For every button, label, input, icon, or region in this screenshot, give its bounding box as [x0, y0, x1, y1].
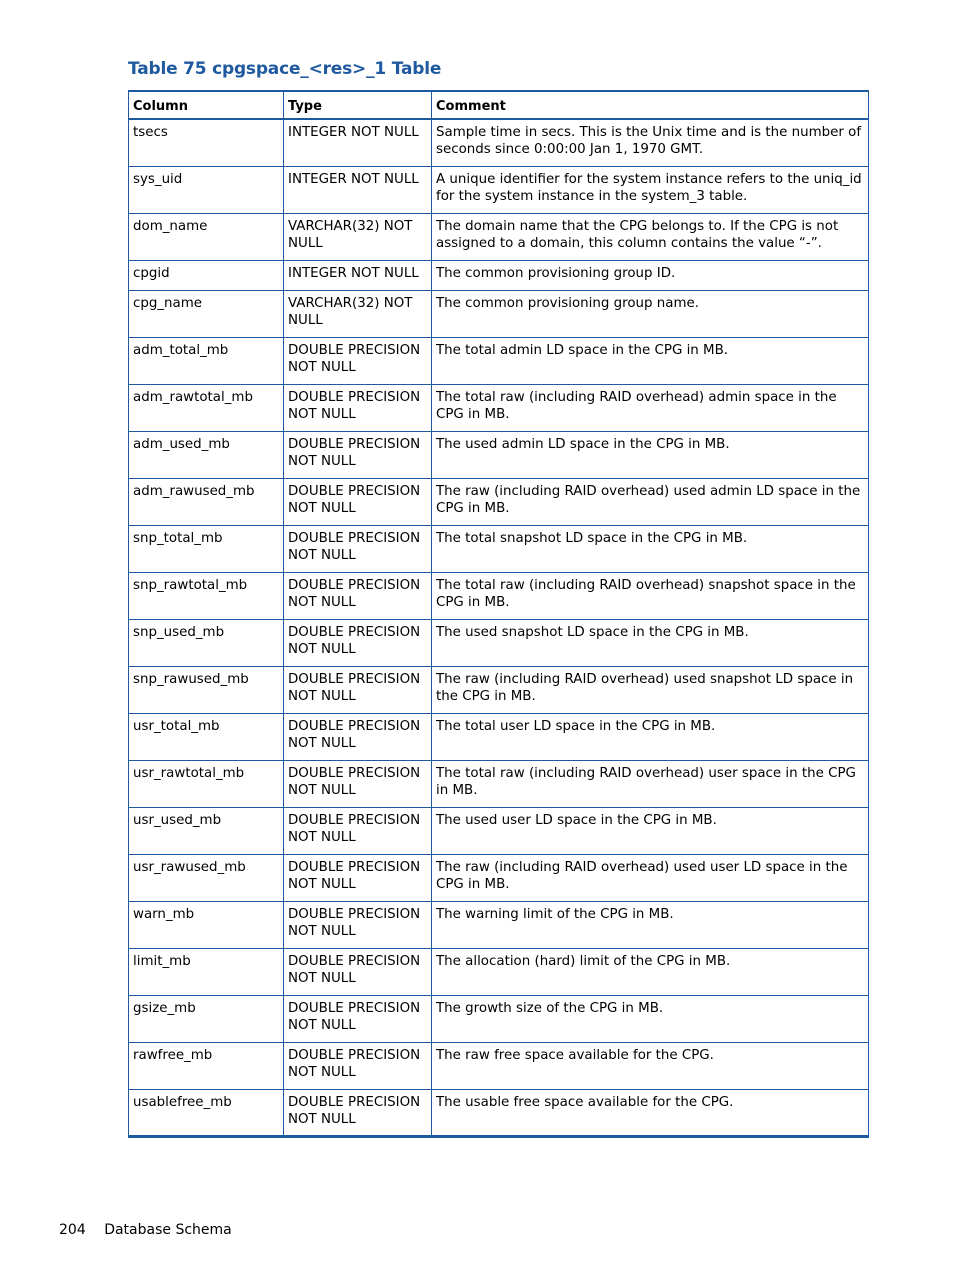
cell-column: adm_total_mb [129, 337, 284, 384]
table-row [129, 478, 869, 525]
cell-type: DOUBLE PRECISION NOT NULL [284, 525, 432, 572]
header-comment: Comment [432, 91, 869, 119]
cell-comment: The common provisioning group name. [432, 290, 869, 337]
cell-type: DOUBLE PRECISION NOT NULL [284, 337, 432, 384]
table-row [129, 713, 869, 760]
section-name: Database Schema [104, 1222, 232, 1238]
cell-column: snp_used_mb [129, 619, 284, 666]
cell-comment: The domain name that the CPG belongs to. If the CPG is not assigned to a domain, this column contains the value “-”. [432, 213, 869, 260]
cell-column: cpg_name [129, 290, 284, 337]
cell-comment: The total raw (including RAID overhead) user space in the CPG in MB. [432, 760, 869, 807]
cell-type: DOUBLE PRECISION NOT NULL [284, 619, 432, 666]
cell-comment: The raw (including RAID overhead) used snapshot LD space in the CPG in MB. [432, 666, 869, 713]
cell-type: VARCHAR(32) NOT NULL [284, 290, 432, 337]
table-row [129, 260, 869, 290]
cell-type: DOUBLE PRECISION NOT NULL [284, 384, 432, 431]
table-row [129, 901, 869, 948]
cell-type: INTEGER NOT NULL [284, 166, 432, 213]
cell-column: snp_rawtotal_mb [129, 572, 284, 619]
cell-comment: The common provisioning group ID. [432, 260, 869, 290]
cell-comment: The raw (including RAID overhead) used admin LD space in the CPG in MB. [432, 478, 869, 525]
cell-column: usr_used_mb [129, 807, 284, 854]
schema-table [128, 90, 869, 1138]
cell-column: adm_used_mb [129, 431, 284, 478]
cell-type: DOUBLE PRECISION NOT NULL [284, 760, 432, 807]
cell-comment: The used admin LD space in the CPG in MB. [432, 431, 869, 478]
table-row [129, 1042, 869, 1089]
cell-type: INTEGER NOT NULL [284, 119, 432, 166]
page-footer [59, 1222, 232, 1238]
page-number: 204 [59, 1222, 86, 1238]
cell-column: usablefree_mb [129, 1089, 284, 1136]
table-row [129, 666, 869, 713]
cell-column: dom_name [129, 213, 284, 260]
table-row [129, 572, 869, 619]
cell-column: usr_total_mb [129, 713, 284, 760]
cell-comment: The total snapshot LD space in the CPG in MB. [432, 525, 869, 572]
table-header-row [129, 91, 869, 119]
table-row [129, 760, 869, 807]
cell-comment: The used snapshot LD space in the CPG in MB. [432, 619, 869, 666]
table-row [129, 948, 869, 995]
cell-column: sys_uid [129, 166, 284, 213]
cell-column: usr_rawtotal_mb [129, 760, 284, 807]
cell-column: tsecs [129, 119, 284, 166]
cell-column: snp_total_mb [129, 525, 284, 572]
cell-comment: The used user LD space in the CPG in MB. [432, 807, 869, 854]
cell-type: DOUBLE PRECISION NOT NULL [284, 431, 432, 478]
table-row [129, 213, 869, 260]
cell-column: adm_rawtotal_mb [129, 384, 284, 431]
header-column: Column [129, 91, 284, 119]
cell-comment: The total admin LD space in the CPG in MB. [432, 337, 869, 384]
cell-type: VARCHAR(32) NOT NULL [284, 213, 432, 260]
cell-column: warn_mb [129, 901, 284, 948]
cell-type: DOUBLE PRECISION NOT NULL [284, 807, 432, 854]
cell-type: DOUBLE PRECISION NOT NULL [284, 666, 432, 713]
cell-comment: The total raw (including RAID overhead) admin space in the CPG in MB. [432, 384, 869, 431]
table-row [129, 166, 869, 213]
cell-type: DOUBLE PRECISION NOT NULL [284, 572, 432, 619]
cell-type: DOUBLE PRECISION NOT NULL [284, 901, 432, 948]
table-row [129, 807, 869, 854]
table-row [129, 995, 869, 1042]
table-row [129, 1089, 869, 1136]
cell-comment: The allocation (hard) limit of the CPG in MB. [432, 948, 869, 995]
table-row [129, 290, 869, 337]
cell-comment: The raw free space available for the CPG. [432, 1042, 869, 1089]
cell-type: INTEGER NOT NULL [284, 260, 432, 290]
table-row [129, 119, 869, 166]
cell-type: DOUBLE PRECISION NOT NULL [284, 1042, 432, 1089]
cell-comment: The raw (including RAID overhead) used user LD space in the CPG in MB. [432, 854, 869, 901]
cell-type: DOUBLE PRECISION NOT NULL [284, 948, 432, 995]
cell-column: rawfree_mb [129, 1042, 284, 1089]
table-row [129, 431, 869, 478]
table-row [129, 337, 869, 384]
cell-type: DOUBLE PRECISION NOT NULL [284, 478, 432, 525]
cell-column: gsize_mb [129, 995, 284, 1042]
cell-type: DOUBLE PRECISION NOT NULL [284, 854, 432, 901]
table-row [129, 619, 869, 666]
cell-comment: A unique identifier for the system instance refers to the uniq_id for the system instance in the system_3 table. [432, 166, 869, 213]
cell-comment: Sample time in secs. This is the Unix time and is the number of seconds since 0:00:00 Jan 1, 1970 GMT. [432, 119, 869, 166]
table-row [129, 854, 869, 901]
header-type: Type [284, 91, 432, 119]
cell-comment: The warning limit of the CPG in MB. [432, 901, 869, 948]
cell-type: DOUBLE PRECISION NOT NULL [284, 713, 432, 760]
table-caption: Table 75 cpgspace_<res>_1 Table [128, 59, 442, 79]
cell-column: limit_mb [129, 948, 284, 995]
cell-column: snp_rawused_mb [129, 666, 284, 713]
cell-type: DOUBLE PRECISION NOT NULL [284, 995, 432, 1042]
cell-comment: The usable free space available for the CPG. [432, 1089, 869, 1136]
cell-column: adm_rawused_mb [129, 478, 284, 525]
cell-column: cpgid [129, 260, 284, 290]
cell-column: usr_rawused_mb [129, 854, 284, 901]
table-row [129, 525, 869, 572]
cell-type: DOUBLE PRECISION NOT NULL [284, 1089, 432, 1136]
cell-comment: The total raw (including RAID overhead) snapshot space in the CPG in MB. [432, 572, 869, 619]
cell-comment: The total user LD space in the CPG in MB. [432, 713, 869, 760]
table-row [129, 384, 869, 431]
cell-comment: The growth size of the CPG in MB. [432, 995, 869, 1042]
